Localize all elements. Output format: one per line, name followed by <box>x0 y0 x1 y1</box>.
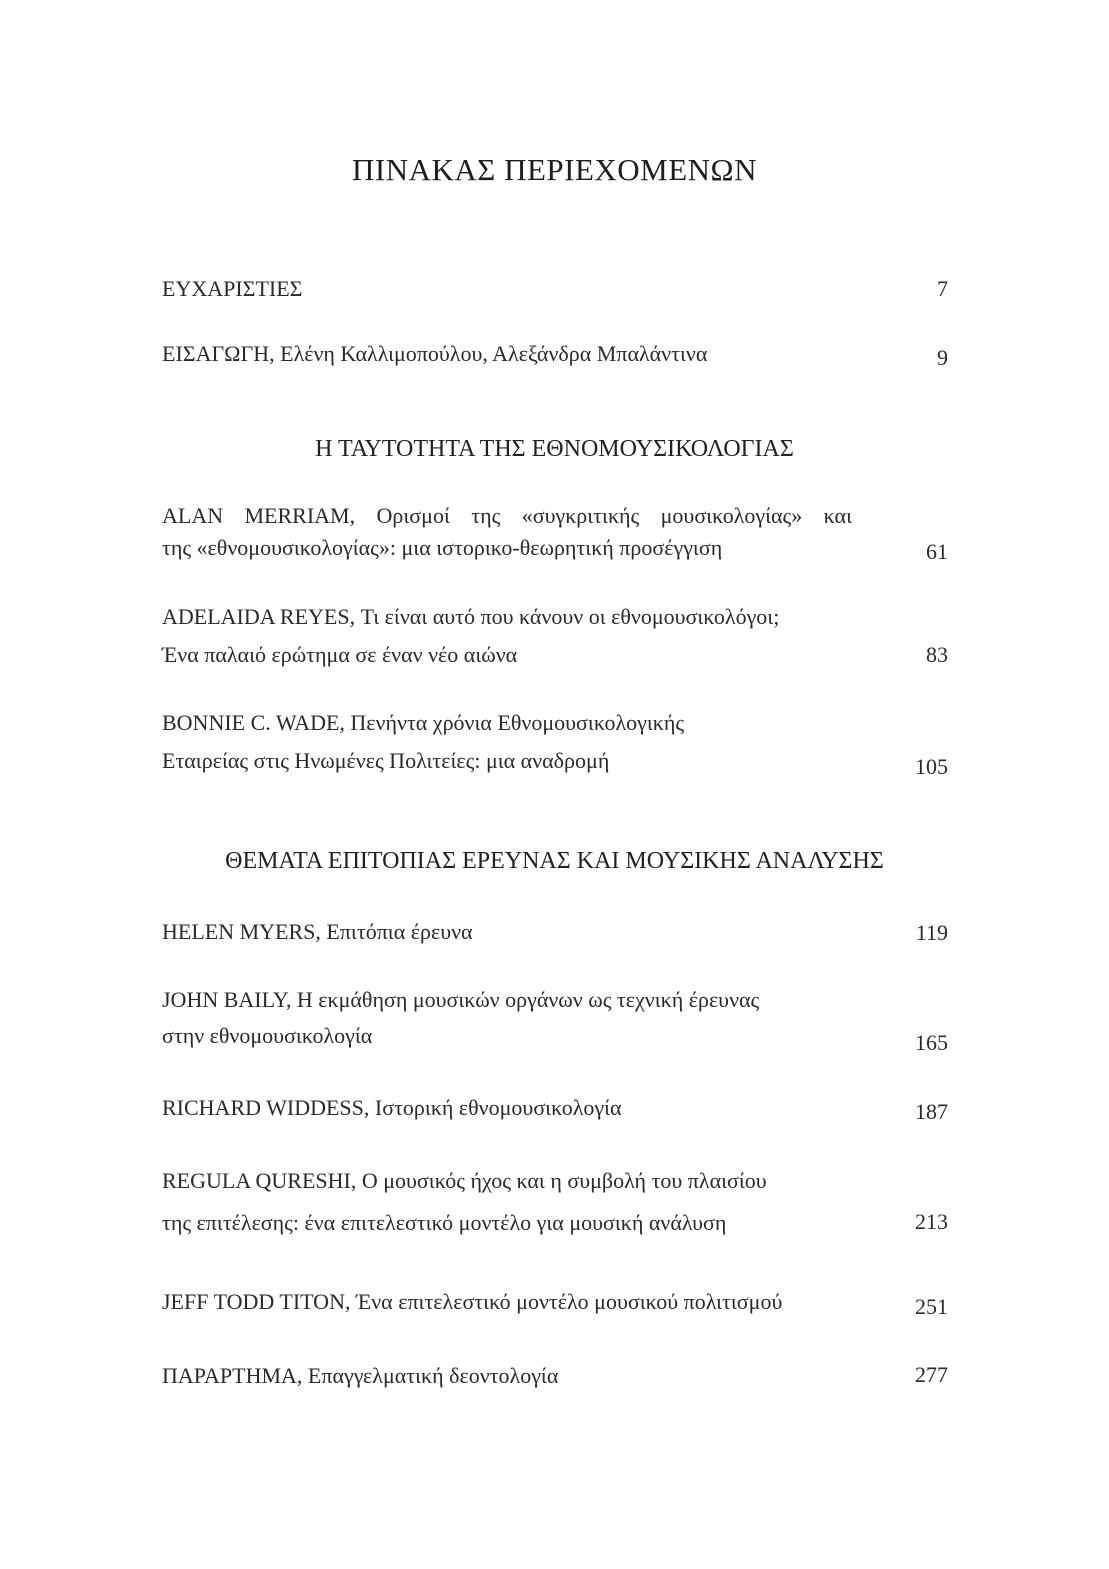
toc-page-number: 7 <box>937 276 948 301</box>
toc-entry-line: HELEN MYERS, Επιτόπια έρευνα <box>162 919 473 944</box>
toc-page-number: 187 <box>915 1099 948 1124</box>
toc-entry <box>162 1289 948 1319</box>
toc-entry-line: JEFF TODD TITON, Ένα επιτελεστικό μοντέλο μουσικού πολιτισμού <box>162 1289 783 1314</box>
toc-page-number: 83 <box>926 642 948 667</box>
toc-page-number: 165 <box>915 1030 948 1055</box>
toc-entry <box>162 1168 948 1236</box>
toc-entry <box>162 987 948 1055</box>
toc-entry-line: Εταιρείας στις Ηνωμένες Πολιτείες: μια αναδρομή <box>162 748 610 773</box>
toc-page-number: 251 <box>915 1294 948 1319</box>
toc-entry-line: BONNIE C. WADE, Πενήντα χρόνια Εθνομουσικολογικής <box>162 710 685 735</box>
toc-page-number: 277 <box>915 1362 948 1387</box>
toc-entry-line: ΕΥΧΑΡΙΣΤΙΕΣ <box>162 276 303 301</box>
toc-entry-line: στην εθνομουσικολογία <box>162 1023 373 1048</box>
toc-entry-line: JOHN BAILY, Η εκμάθηση μουσικών οργάνων ως τεχνική έρευνας <box>162 987 760 1012</box>
toc-page-number: 9 <box>937 345 948 370</box>
toc-entry-appendix <box>162 1363 948 1389</box>
toc-entry <box>162 1095 948 1124</box>
toc-entry-line: REGULA QURESHI, Ο μουσικός ήχος και η συμβολή του πλαισίου <box>162 1168 767 1193</box>
toc-entry <box>162 604 948 668</box>
toc-entry-acknowledgements <box>162 276 948 302</box>
toc-entry <box>162 710 948 779</box>
toc-entry-line: της επιτέλεσης: ένα επιτελεστικό μοντέλο για μουσική ανάλυση <box>162 1210 727 1235</box>
toc-entry <box>162 503 948 564</box>
toc-entry-line: RICHARD WIDDESS, Ιστορική εθνομουσικολογία <box>162 1095 622 1120</box>
toc-entry-line: της «εθνομουσικολογίας»: μια ιστορικο-θεωρητική προσέγγιση <box>162 535 723 560</box>
section-heading: Η ΤΑΥΤΟΤΗΤΑ ΤΗΣ ΕΘΝΟΜΟΥΣΙΚΟΛΟΓΙΑΣ <box>315 436 794 462</box>
toc-page-number: 61 <box>926 539 948 564</box>
toc-entry <box>162 919 948 945</box>
section-heading: ΘΕΜΑΤΑ ΕΠΙΤΟΠΙΑΣ ΕΡΕΥΝΑΣ ΚΑΙ ΜΟΥΣΙΚΗΣ ΑΝΑΛΥΣΗΣ <box>225 848 884 874</box>
toc-page-number: 105 <box>915 754 948 779</box>
toc-entry-line: Ένα παλαιό ερώτημα σε έναν νέο αιώνα <box>162 642 518 667</box>
toc-entry-line: ΠΑΡΑΡΤΗΜΑ, Επαγγελματική δεοντολογία <box>162 1363 559 1388</box>
toc-page-number: 213 <box>915 1209 948 1234</box>
toc-page-number: 119 <box>915 920 948 945</box>
toc-entry-line: ALAN MERRIAM, Ορισμοί της «συγκριτικής μουσικολογίας» και <box>162 503 852 528</box>
page-title: ΠΙΝΑΚΑΣ ΠΕΡΙΕΧΟΜΕΝΩΝ <box>352 152 757 187</box>
toc-entry-introduction <box>162 341 948 370</box>
toc-entry-line: ADELAIDA REYES, Τι είναι αυτό που κάνουν οι εθνομουσικολόγοι; <box>162 604 780 629</box>
toc-entry-line: ΕΙΣΑΓΩΓΗ, Ελένη Καλλιμοπούλου, Αλεξάνδρα Μπαλάντινα <box>162 341 708 366</box>
